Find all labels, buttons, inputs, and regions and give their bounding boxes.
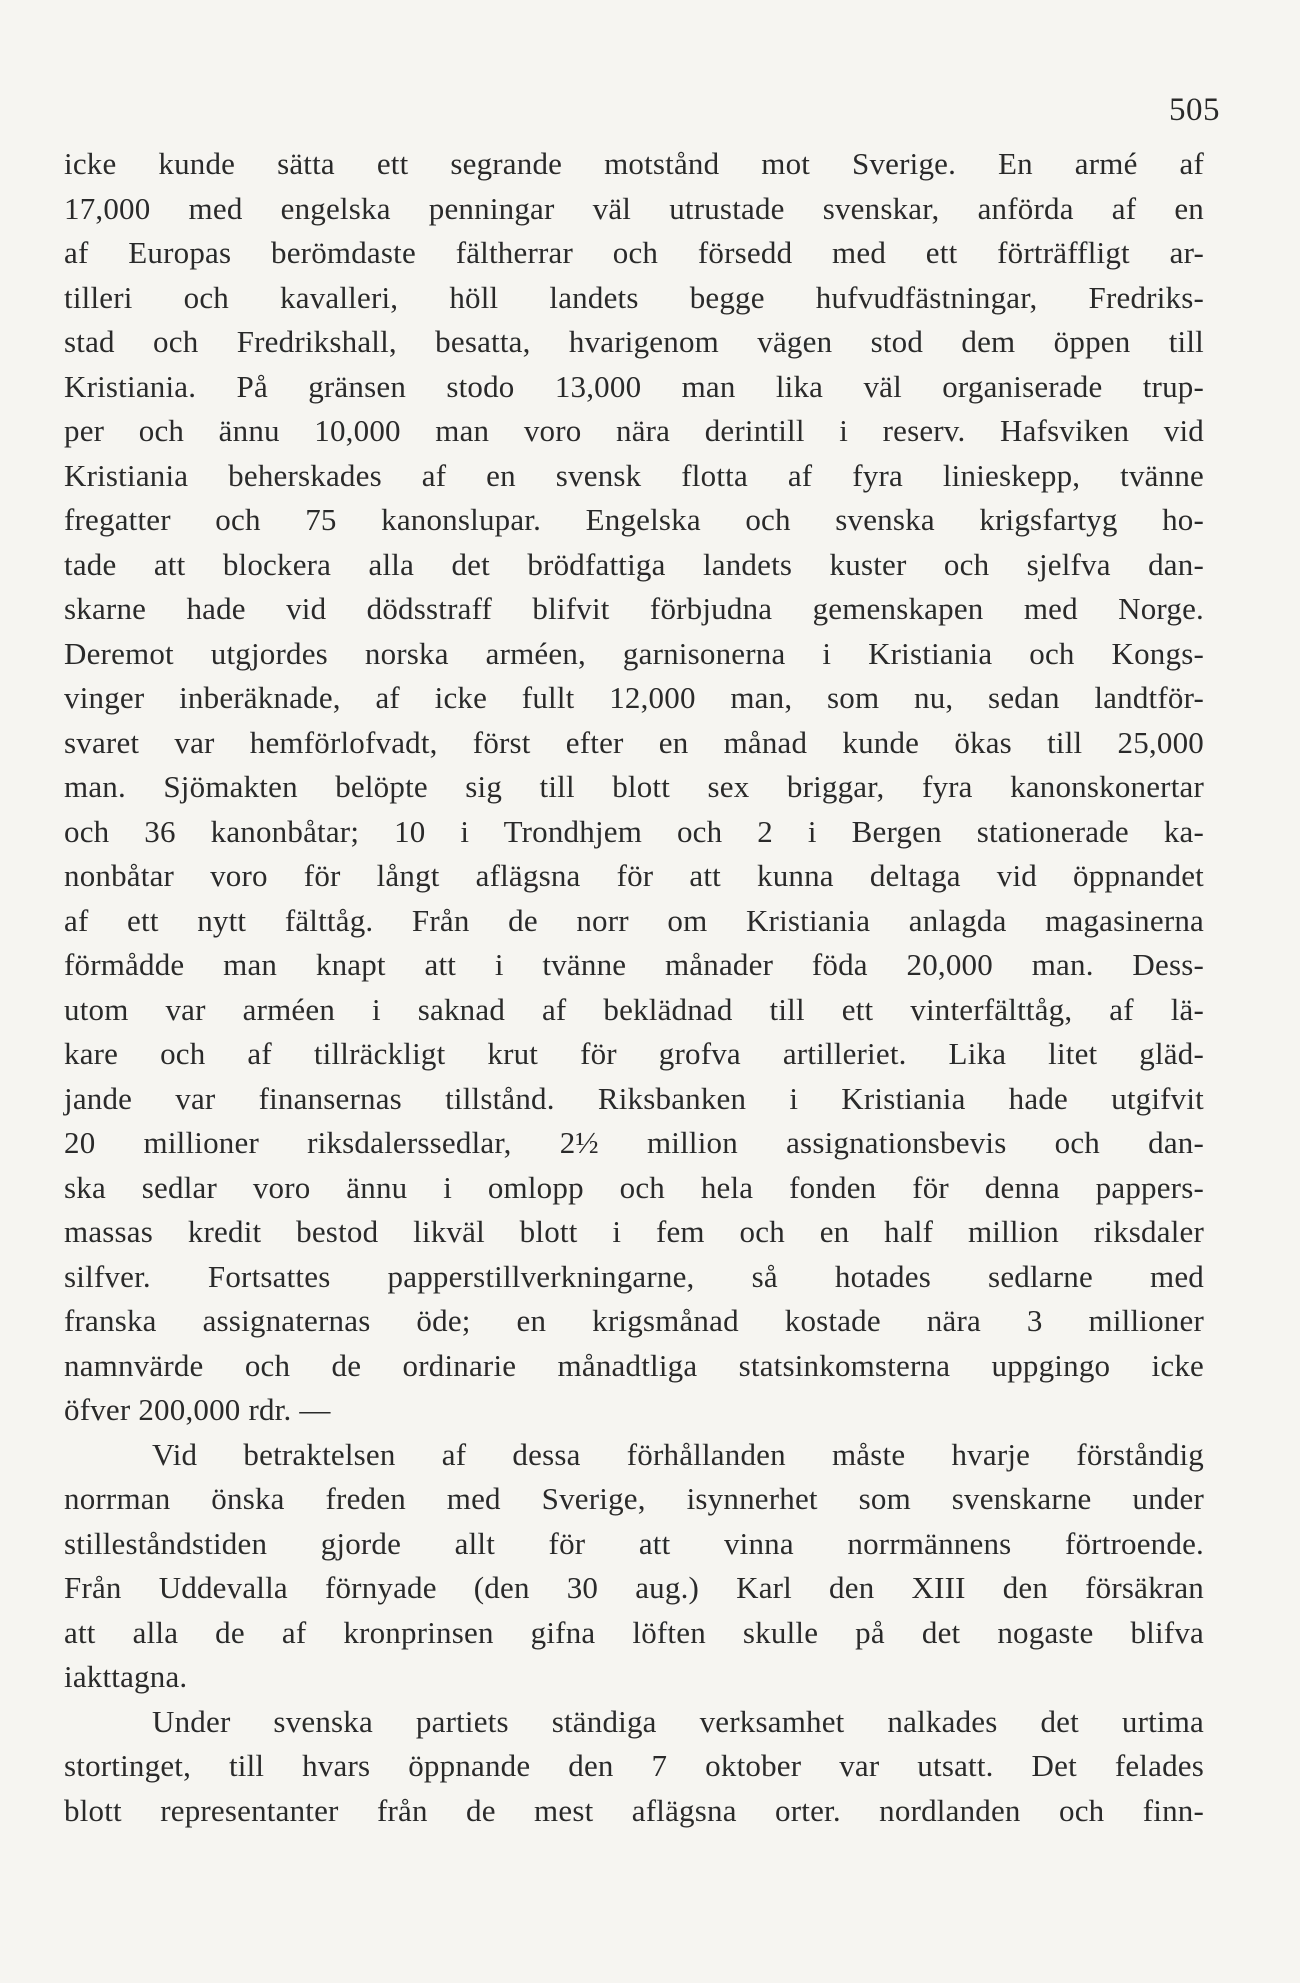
text-line: af Europas berömdaste fältherrar och försedd med ett förträffligt ar- xyxy=(64,235,1204,270)
text-line: Kristiania. På gränsen stodo 13,000 man lika väl organiserade trup- xyxy=(64,368,1204,404)
text-line: namnvärde och de ordinarie månadtliga statsinkomsterna uppgingo icke xyxy=(64,1347,1204,1383)
text-line: kare och af tillräckligt krut för grofva artilleriet. Lika litet gläd- xyxy=(64,1036,1204,1071)
text-line: Deremot utgjordes norska arméen, garnisonerna i Kristiania och Kongs- xyxy=(64,635,1204,671)
text-line: 20 millioner riksdalerssedlar, 2½ million assignationsbevis och dan- xyxy=(64,1125,1204,1160)
text-line: icke kunde sätta ett segrande motstånd mot Sverige. En armé af xyxy=(64,146,1204,181)
text-line: jande var finansernas tillstånd. Riksbanken i Kristiania hade utgifvit xyxy=(64,1080,1204,1116)
text-line: stad och Fredrikshall, besatta, hvarigenom vägen stod dem öppen till xyxy=(64,324,1204,359)
page-number: 505 xyxy=(1169,92,1220,128)
paragraph-2 xyxy=(64,1433,1204,1700)
text-line: Under svenska partiets ständiga verksamhet nalkades det urtima xyxy=(152,1703,1204,1739)
text-line: blott representanter från de mest aflägsna orter. nordlanden och finn- xyxy=(64,1792,1204,1828)
text-line: tilleri och kavalleri, höll landets begge hufvudfästningar, Fredriks- xyxy=(64,279,1204,315)
text-line: ska sedlar voro ännu i omlopp och hela fonden för denna pappers- xyxy=(64,1169,1204,1205)
body-text xyxy=(64,142,1204,1833)
text-line: Från Uddevalla förnyade (den 30 aug.) Karl den XIII den försäkran xyxy=(64,1570,1204,1605)
text-line: stilleståndstiden gjorde allt för att vinna norrmännens förtroende. xyxy=(64,1525,1204,1561)
text-line: öfver 200,000 rdr. — xyxy=(64,1392,331,1427)
text-line: iakttagna. xyxy=(64,1659,188,1694)
text-line: skarne hade vid dödsstraff blifvit förbjudna gemenskapen med Norge. xyxy=(64,591,1204,626)
text-line: norrman önska freden med Sverige, isynnerhet som svenskarne under xyxy=(64,1481,1204,1516)
text-line: franska assignaternas öde; en krigsmånad kostade nära 3 millioner xyxy=(64,1303,1204,1338)
text-line: silfver. Fortsattes papperstillverkningarne, så hotades sedlarne med xyxy=(64,1258,1204,1294)
text-line: svaret var hemförlofvadt, först efter en månad kunde ökas till 25,000 xyxy=(64,724,1204,760)
text-line: utom var arméen i saknad af beklädnad till ett vinterfälttåg, af lä- xyxy=(64,991,1204,1027)
paragraph-3 xyxy=(64,1700,1204,1834)
text-line: af ett nytt fälttåg. Från de norr om Kristiania anlagda magasinerna xyxy=(64,902,1204,938)
text-line: att alla de af kronprinsen gifna löften skulle på det nogaste blifva xyxy=(64,1614,1204,1650)
text-line: nonbåtar voro för långt aflägsna för att kunna deltaga vid öppnandet xyxy=(64,858,1204,893)
text-line: stortinget, till hvars öppnande den 7 oktober var utsatt. Det felades xyxy=(64,1748,1204,1783)
text-line: fregatter och 75 kanonslupar. Engelska och svenska krigsfartyg ho- xyxy=(64,502,1204,537)
paragraph-1 xyxy=(64,142,1204,1433)
text-line: massas kredit bestod likväl blott i fem och en half million riksdaler xyxy=(64,1214,1204,1249)
text-line: vinger inberäknade, af icke fullt 12,000 man, som nu, sedan landtför- xyxy=(64,680,1204,715)
text-line: tade att blockera alla det brödfattiga landets kuster och sjelfva dan- xyxy=(64,546,1204,582)
text-line: per och ännu 10,000 man voro nära derintill i reserv. Hafsviken vid xyxy=(64,413,1204,448)
text-line: Kristiania beherskades af en svensk flotta af fyra linieskepp, tvänne xyxy=(64,457,1204,493)
text-line: och 36 kanonbåtar; 10 i Trondhjem och 2 i Bergen stationerade ka- xyxy=(64,813,1204,849)
text-line: förmådde man knapt att i tvänne månader föda 20,000 man. Dess- xyxy=(64,947,1204,982)
text-line: 17,000 med engelska penningar väl utrustade svenskar, anförda af en xyxy=(64,190,1204,226)
text-line: man. Sjömakten belöpte sig till blott sex briggar, fyra kanonskonertar xyxy=(64,769,1204,804)
text-line: Vid betraktelsen af dessa förhållanden måste hvarje förståndig xyxy=(152,1436,1204,1472)
